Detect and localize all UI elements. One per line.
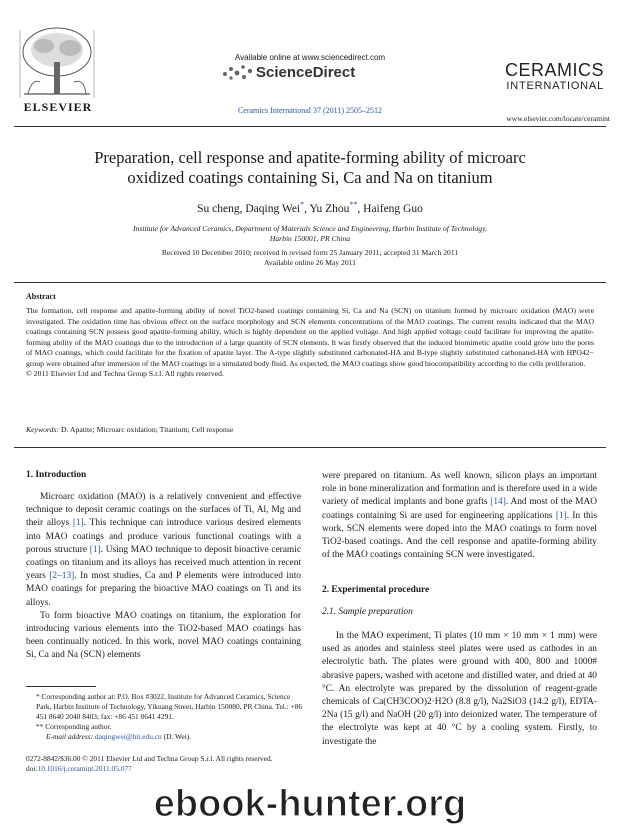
introduction-body [26,491,301,663]
section-heading-introduction: 1. Introduction [26,470,87,480]
text-run: . In this work, SCN elements were doped into the MAO coatings to form novel TiO2-based coatings. And the cell response and apatite-forming ability of the MAO coatings containing SCN were investigated. [322,510,598,561]
corresponding-mark-link[interactable]: * [300,200,305,209]
text-run: . In most studies, Ca and P elements were introduced into MAO coatings for preparing the bioactive MAO coatings on Ti and its alloys. [26,571,301,608]
journal-url[interactable]: www.elsevier.com/locate/ceramint [506,114,610,123]
email-link[interactable]: daqingwei@hit.edu.cn [95,732,162,741]
reference-link[interactable]: [2–13] [49,571,75,582]
text-run: . Using MAO technique to deposit bioactive ceramic coatings on titanium and its alloys has received much attention in recent years [26,544,301,582]
abstract-body [26,306,594,380]
affiliation-line-2: Harbin 150001, PR China [269,234,351,243]
author-separator: , [304,202,310,215]
experimental-body [322,630,597,749]
reference-link[interactable]: [14] [490,497,506,508]
text-run: Microarc oxidation (MAO) is a relatively convenient and effective technique to deposit ceramic coatings on the surfaces of Ti, Al, Mg and their alloys [26,492,301,529]
abstract-bottom-divider [14,447,606,448]
text-run: . This technique can introduce various desired elements into MAO coatings and produce various functional coatings with a porous structure [26,518,301,555]
corresponding-mark-link[interactable]: ** [349,200,358,209]
intro-paragraph-1 [26,491,301,610]
intro-paragraph-2: To form bioactive MAO coatings on titanium, the exploration for introducing various elements into the TiO2-based MAO coatings has been continually noticed. In this work, novel MAO coatings containing Si, Ca and Na (SCN) elements [26,610,301,661]
title-line-1: Preparation, cell response and apatite-forming ability of microarc [94,148,526,167]
reference-link[interactable]: [1] [555,510,567,521]
article-dates [60,248,560,268]
keywords [26,425,594,434]
subsection-heading-sample-preparation: 2.1. Sample preparation [322,607,413,617]
issn-line: 0272-8842/$36.00 © 2011 Elsevier Ltd and Techna Group S.r.l. All rights reserved. [26,754,273,763]
keywords-list: D. Apatite; Microarc oxidation; Titanium; Cell response [60,425,234,434]
affiliation [80,224,540,244]
abstract-heading: Abstract [26,292,56,301]
footnote-corresponding-2: ** Corresponding author. [36,722,112,731]
doi-label: doi: [26,764,38,773]
footnote-email [26,732,306,742]
author-name: Haifeng Guo [363,202,423,215]
abstract-text: The formation, cell response and apatite-forming ability of novel TiO2-based coatings containing Si, Ca and Na (SCN) on titanium formed by microarc oxidation (MAO) were investigated. The oxidation time has obvious effect on the surface morphology and SCN elements concentrations of the MAO coatings. The current results indicated that the MAO coatings containing SCN possess good apatite-forming ability, which is highly dependent on the applied voltage. And high applied voltage could facilitate for improving the apatite-forming ability of the MAO coatings due to the introduction of a large quantity of SCN elements. It was firstly observed that the induced biomimetic apatite could grow into the pores of MAO coatings, which could facilitate for the fixation of apatite layer. The A-type slightly substituted carbonated-HA and B-type slightly substituted carbonated-HA with HPO42− group were obtained after immersion of the MAO coatings in a simulated body fluid. As expected, the MAO coatings show good biocompatibility according to the cells proliferation. [26,306,594,368]
section-heading-experimental: 2. Experimental procedure [322,585,430,595]
available-date: Available online 26 May 2011 [264,258,356,267]
author-separator: , [357,202,364,215]
journal-name-line2: INTERNATIONAL [506,80,604,92]
available-online-text: Available online at www.sciencedirect.com [234,53,386,62]
footnote-divider [26,686,96,687]
reference-link[interactable]: [1] [89,544,101,555]
author-list [0,200,620,215]
watermark-banner [0,782,620,826]
email-suffix: (D. Wei). [163,732,192,741]
abstract-copyright: © 2011 Elsevier Ltd and Techna Group S.r.l. All rights reserved. [26,369,224,378]
experimental-paragraph-1: In the MAO experiment, Ti plates (10 mm × 10 mm × 1 mm) were used as anodes and stainless steel plates were used as cathodes in an electrolytic bath. The plates were ground with 400, 800 and 1000# abrasive papers, washed with acetone and distilled water, and dried at 40 °C. An electrolyte was prepared by the dissolution of reagent-grade chemicals of Ca(CH3COO)2·H2O (8.8 g/l), Na2SiO3 (14.2 g/l), EDTA-2Na (15 g/l) and NaOH (20 g/l) into deionized water. The temperature of the electrolyte was kept at 40 °C by a cooling system. Firstly, to investigate the [322,631,597,747]
introduction-continued [322,470,597,562]
doi-link[interactable]: 10.1016/j.ceramint.2011.05.077 [37,764,132,773]
text-run: were prepared on titanium. As well known, silicon plays an important role in bone mineralization and formation and is therefore used in a wide variety of medical implants and bone grafts [322,471,597,508]
elsevier-tree-logo [14,22,100,110]
doi-line [26,764,272,774]
header-divider [14,126,606,127]
intro-paragraph-3 [322,470,597,562]
sciencedirect-brand: ScienceDirect [256,64,356,81]
text-run: . And most of the MAO coatings containing Si are used for engineering applications [322,497,598,521]
keywords-label: Keywords: [26,425,60,434]
article-title [40,148,580,188]
email-label: E-mail address: [46,732,94,741]
footnote-corresponding-1: * Corresponding author at: P.O. Box #3022, Institute for Advanced Ceramics, Science Park, Harbin Institute of Technology, Yikuang Street, Harbin 150080, PR China. Tel.: +86 451 8640 2040 8403; fax: +86 451 8641 4291. [36,692,303,721]
author-name: Su cheng [197,202,240,215]
received-dates: Received 10 December 2010; received in revised form 25 January 2011; accepted 31 March 2011 [161,248,459,257]
journal-name-line1: CERAMICS [504,60,604,80]
journal-citation-link[interactable]: Ceramics International 37 (2011) 2505–2512 [237,106,383,115]
affiliation-line-1: Institute for Advanced Ceramics, Department of Materials Science and Engineering, Harbin Institute of Technology, [133,224,487,233]
publisher-name: ELSEVIER [23,100,93,114]
abstract-top-divider [14,282,606,283]
reference-link[interactable]: [1] [72,518,84,529]
issn-block [26,754,272,774]
title-line-2: oxidized coatings containing Si, Ca and Na on titanium [127,168,493,187]
author-name: Daqing Wei [245,202,301,215]
watermark-text: ebook-hunter.org [153,783,467,825]
footnotes [26,692,306,742]
author-name: Yu Zhou [309,202,350,215]
author-separator: , [239,202,246,215]
